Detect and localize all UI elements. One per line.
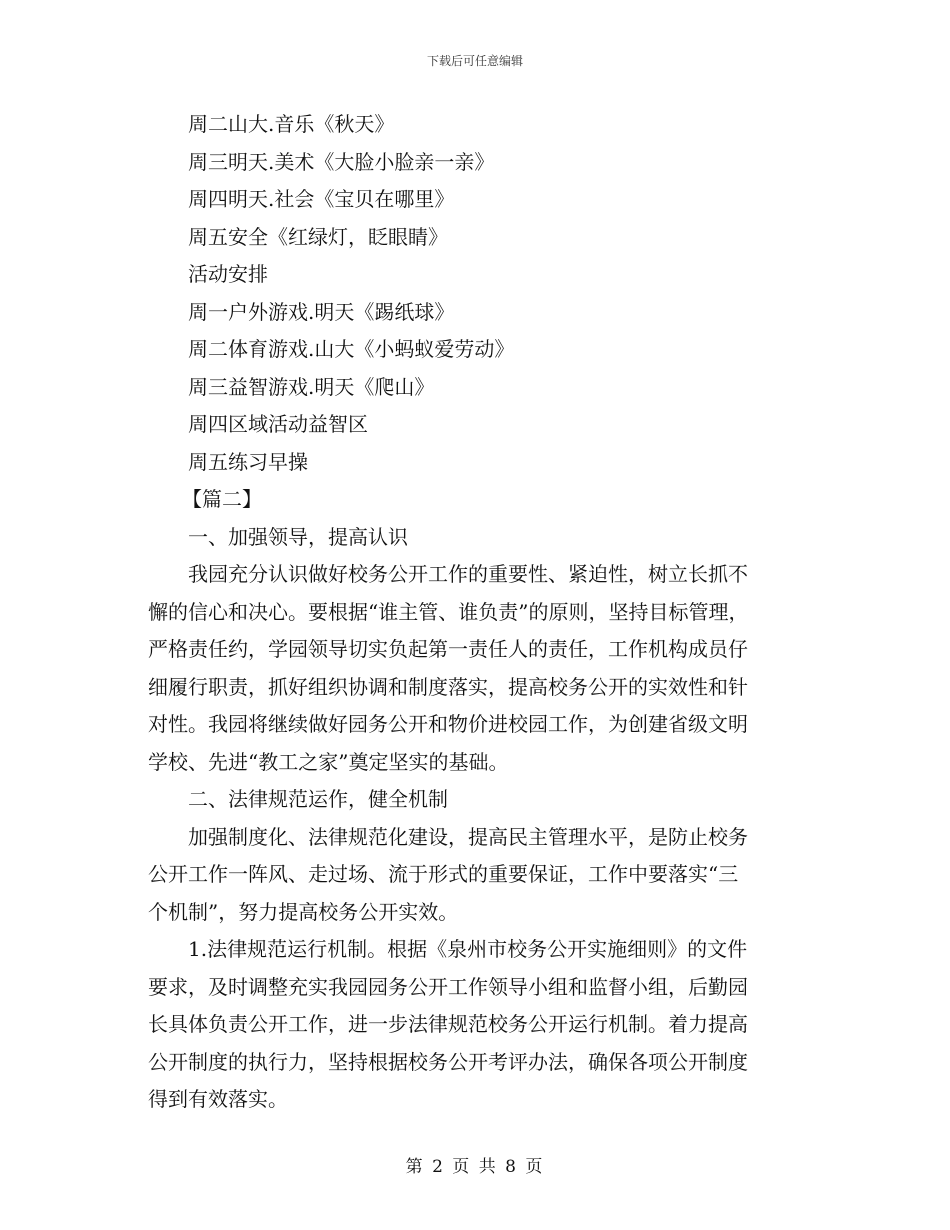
paragraph-line: 个机制”，努力提高校务公开实效。	[148, 899, 459, 924]
paragraph-line: 学校、先进“教工之家”奠定坚实的基础。	[148, 749, 509, 774]
paragraph-line: 1.法律规范运行机制。根据《泉州市校务公开实施细则》的文件	[188, 937, 748, 961]
page-header: 下载后可任意编辑	[426, 54, 523, 68]
section-heading-2: 二、法律规范运作，健全机制	[188, 787, 448, 811]
schedule-line: 周三益智游戏.明天《爬山》	[188, 374, 435, 399]
schedule-line: 周五练习早操	[188, 449, 308, 474]
section-label: 活动安排	[188, 262, 268, 286]
schedule-line: 周一户外游戏.明天《踢纸球》	[188, 299, 455, 324]
paragraph-line: 懈的信心和决心。要根据“谁主管、谁负责”的原则，坚持目标管理，	[148, 599, 749, 624]
chapter-heading: 【篇二】	[182, 487, 262, 511]
paragraph-line: 长具体负责公开工作，进一步法律规范校务公开运行机制。着力提高	[148, 1012, 748, 1036]
schedule-line: 周四区域活动益智区	[188, 412, 368, 436]
paragraph-line: 我园充分认识做好校务公开工作的重要性、紧迫性，树立长抓不	[188, 562, 748, 586]
paragraph-line: 细履行职责，抓好组织协调和制度落实，提高校务公开的实效性和针	[148, 674, 748, 699]
paragraph-line: 对性。我园将继续做好园务公开和物价进校园工作，为创建省级文明	[148, 712, 748, 736]
section-heading-1: 一、加强领导，提高认识	[188, 524, 408, 549]
paragraph-line: 得到有效落实。	[148, 1087, 288, 1111]
schedule-line: 周二体育游戏.山大《小蚂蚁爱劳动》	[188, 337, 515, 361]
document-body	[148, 106, 804, 1119]
schedule-line: 周三明天.美术《大脸小脸亲一亲》	[188, 149, 495, 174]
paragraph-3	[148, 931, 804, 1119]
paragraph-line: 严格责任约，学园领导切实负起第一责任人的责任，工作机构成员仔	[148, 637, 748, 661]
paragraph-2	[148, 819, 804, 932]
page-footer: 第 2 页 共 8 页	[405, 1157, 545, 1177]
paragraph-line: 要求，及时调整充实我园园务公开工作领导小组和监督小组，后勤园	[148, 974, 748, 999]
paragraph-line: 公开制度的执行力，坚持根据校务公开考评办法，确保各项公开制度	[148, 1049, 748, 1074]
schedule-line: 周五安全《红绿灯，眨眼睛》	[188, 224, 448, 249]
paragraph-line: 加强制度化、法律规范化建设，提高民主管理水平，是防止校务	[188, 824, 748, 849]
paragraph-line: 公开工作一阵风、走过场、流于形式的重要保证，工作中要落实“三	[148, 862, 739, 886]
schedule-line: 周四明天.社会《宝贝在哪里》	[188, 187, 455, 211]
paragraph-1	[148, 556, 804, 781]
schedule-line: 周二山大.音乐《秋天》	[188, 112, 395, 136]
